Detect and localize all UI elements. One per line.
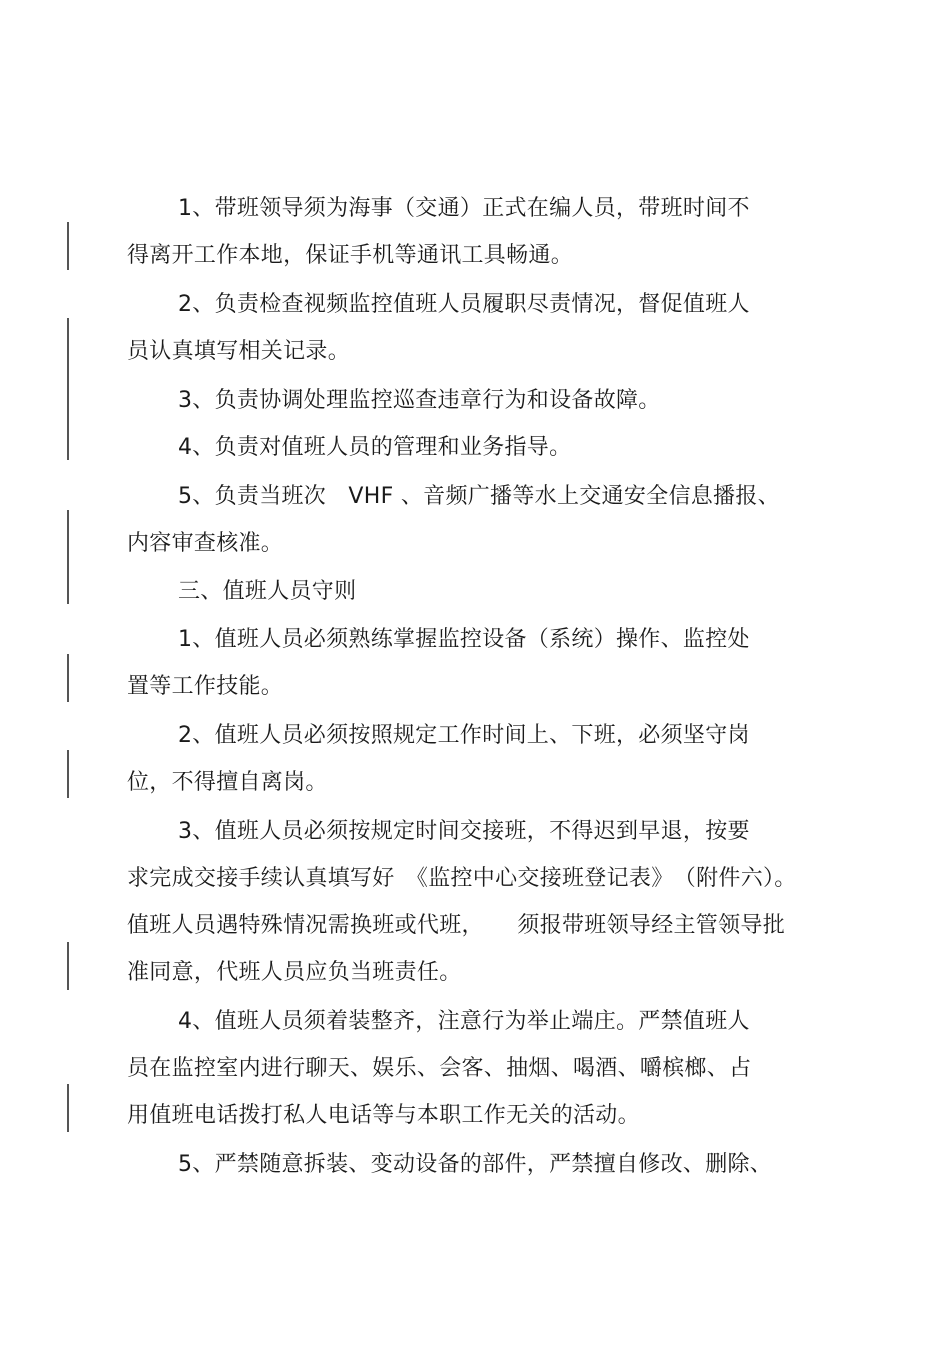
margin-bar	[67, 222, 69, 270]
text-line: 2、负责检查视频监控值班人员履职尽责情况，督促值班人	[178, 292, 750, 317]
margin-bar	[67, 750, 69, 798]
text-line: 5、严禁随意拆装、变动设备的部件，严禁擅自修改、删除、	[178, 1152, 773, 1177]
text-line: 3、负责协调处理监控巡查违章行为和设备故障。	[178, 388, 661, 413]
text-line: 4、负责对值班人员的管理和业务指导。	[178, 435, 572, 460]
text-line: 用值班电话拨打私人电话等与本职工作无关的活动。	[127, 1103, 640, 1128]
text-line: 值班人员遇特殊情况需换班或代班， 须报带班领导经主管领导批	[127, 913, 786, 938]
margin-bar	[67, 510, 69, 604]
text-line: 2、值班人员必须按照规定工作时间上、下班，必须坚守岗	[178, 723, 750, 748]
margin-bar	[67, 654, 69, 702]
text-line: 5、负责当班次 VHF 、音频广播等水上交通安全信息播报、	[178, 484, 780, 509]
text-line: 1、值班人员必须熟练掌握监控设备（系统）操作、监控处	[178, 627, 750, 652]
text-line: 准同意，代班人员应负当班责任。	[127, 960, 462, 985]
margin-bar	[67, 318, 69, 460]
text-line: 内容审查核准。	[127, 531, 284, 556]
text-line: 员认真填写相关记录。	[127, 339, 351, 364]
text-line: 求完成交接手续认真填写好 《监控中心交接班登记表》 （附件六）。	[127, 866, 797, 891]
margin-bar	[67, 1084, 69, 1132]
text-line: 员在监控室内进行聊天、娱乐、会客、抽烟、喝酒、嚼槟榔、占	[127, 1056, 752, 1081]
text-line: 1、带班领导须为海事（交通）正式在编人员，带班时间不	[178, 196, 750, 221]
text-line: 得离开工作本地，保证手机等通讯工具畅通。	[127, 243, 574, 268]
text-line: 位，不得擅自离岗。	[127, 770, 328, 795]
text-line: 3、值班人员必须按规定时间交接班，不得迟到早退，按要	[178, 819, 750, 844]
section-heading: 三、值班人员守则	[178, 579, 357, 604]
text-line: 置等工作技能。	[127, 674, 284, 699]
margin-bar	[67, 942, 69, 990]
text-line: 4、值班人员须着装整齐，注意行为举止端庄。严禁值班人	[178, 1009, 750, 1034]
